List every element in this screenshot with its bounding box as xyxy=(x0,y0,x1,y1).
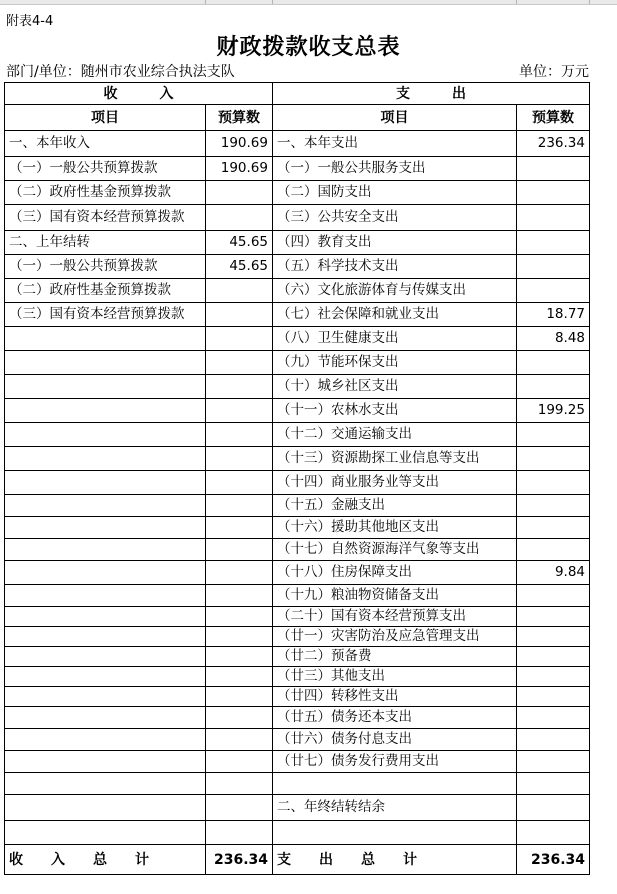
budget-table xyxy=(4,82,590,875)
expenditure-item-cell[interactable]: （二十）国有资本经营预算支出 xyxy=(273,607,517,627)
expenditure-budget-cell[interactable] xyxy=(517,795,590,821)
table-row xyxy=(5,561,590,585)
income-item-cell[interactable] xyxy=(5,751,206,773)
income-section-header[interactable]: 收 入 xyxy=(5,83,273,105)
income-budget-cell[interactable] xyxy=(206,627,273,647)
table-row xyxy=(5,471,590,495)
column-separator xyxy=(272,0,273,4)
expenditure-budget-cell[interactable] xyxy=(517,423,590,447)
income-item-cell[interactable]: （一）一般公共预算拨款 xyxy=(5,255,206,279)
table-row xyxy=(5,495,590,517)
income-item-cell[interactable] xyxy=(5,495,206,517)
expenditure-budget-cell[interactable] xyxy=(517,375,590,399)
table-row xyxy=(5,751,590,773)
department-label: 部门/单位：随州市农业综合执法支队 xyxy=(6,64,235,80)
income-item-cell[interactable] xyxy=(5,561,206,585)
income-item-cell[interactable] xyxy=(5,351,206,375)
expenditure-budget-cell[interactable] xyxy=(517,627,590,647)
table-row xyxy=(5,205,590,231)
income-budget-cell[interactable] xyxy=(206,495,273,517)
expenditure-item-cell[interactable]: （廿四）转移性支出 xyxy=(273,687,517,707)
income-item-cell[interactable]: 二、上年结转 xyxy=(5,231,206,255)
expenditure-budget-cell[interactable] xyxy=(517,351,590,375)
income-total-label[interactable]: 收 入 总 计 xyxy=(5,845,206,875)
expenditure-budget-cell[interactable] xyxy=(517,231,590,255)
expenditure-budget-header[interactable]: 预算数 xyxy=(517,105,590,131)
table-row xyxy=(5,585,590,607)
expenditure-item-cell[interactable]: （十四）商业服务业等支出 xyxy=(273,471,517,495)
income-item-cell[interactable]: （三）国有资本经营预算拨款 xyxy=(5,205,206,231)
income-budget-cell[interactable] xyxy=(206,795,273,821)
table-row xyxy=(5,687,590,707)
expenditure-budget-cell[interactable]: 236.34 xyxy=(517,131,590,157)
expenditure-budget-cell[interactable] xyxy=(517,667,590,687)
table-row xyxy=(5,773,590,795)
expenditure-budget-cell[interactable] xyxy=(517,471,590,495)
expenditure-item-cell[interactable]: （廿五）债务还本支出 xyxy=(273,707,517,729)
expenditure-item-cell[interactable]: （四）教育支出 xyxy=(273,231,517,255)
expenditure-budget-cell[interactable] xyxy=(517,607,590,627)
table-row xyxy=(5,399,590,423)
table-row xyxy=(5,375,590,399)
table-row xyxy=(5,181,590,205)
income-budget-cell[interactable] xyxy=(206,751,273,773)
expenditure-item-cell[interactable] xyxy=(273,773,517,795)
expenditure-item-cell[interactable]: （六）文化旅游体育与传媒支出 xyxy=(273,279,517,303)
expenditure-budget-cell[interactable] xyxy=(517,517,590,539)
income-budget-cell[interactable]: 190.69 xyxy=(206,157,273,181)
expenditure-item-cell[interactable]: （十三）资源勘探工业信息等支出 xyxy=(273,447,517,471)
income-item-cell[interactable] xyxy=(5,399,206,423)
income-item-cell[interactable] xyxy=(5,447,206,471)
income-item-cell[interactable] xyxy=(5,795,206,821)
income-item-cell[interactable] xyxy=(5,729,206,751)
expenditure-item-cell[interactable]: （十八）住房保障支出 xyxy=(273,561,517,585)
income-budget-header[interactable]: 预算数 xyxy=(206,105,273,131)
income-budget-cell[interactable] xyxy=(206,471,273,495)
unit-label: 单位：万元 xyxy=(519,64,589,80)
expenditure-budget-cell[interactable] xyxy=(517,773,590,795)
table-row xyxy=(5,351,590,375)
expenditure-item-cell[interactable]: （八）卫生健康支出 xyxy=(273,327,517,351)
expenditure-item-cell[interactable]: （十五）金融支出 xyxy=(273,495,517,517)
income-item-cell[interactable] xyxy=(5,327,206,351)
income-item-cell[interactable]: （一）一般公共预算拨款 xyxy=(5,157,206,181)
income-budget-cell[interactable] xyxy=(206,205,273,231)
income-item-cell[interactable] xyxy=(5,627,206,647)
expenditure-item-cell[interactable]: （廿三）其他支出 xyxy=(273,667,517,687)
expenditure-item-cell[interactable]: （廿一）灾害防治及应急管理支出 xyxy=(273,627,517,647)
table-row xyxy=(5,821,590,845)
income-budget-cell[interactable]: 45.65 xyxy=(206,255,273,279)
income-item-cell[interactable] xyxy=(5,687,206,707)
expenditure-budget-cell[interactable] xyxy=(517,447,590,471)
income-item-cell[interactable] xyxy=(5,773,206,795)
income-budget-cell[interactable] xyxy=(206,399,273,423)
expenditure-section-header[interactable]: 支 出 xyxy=(273,83,590,105)
table-row xyxy=(5,231,590,255)
income-budget-cell[interactable] xyxy=(206,607,273,627)
income-budget-cell[interactable] xyxy=(206,375,273,399)
expenditure-budget-cell[interactable]: 9.84 xyxy=(517,561,590,585)
expenditure-item-cell[interactable]: （十一）农林水支出 xyxy=(273,399,517,423)
table-row xyxy=(5,707,590,729)
income-item-cell[interactable] xyxy=(5,607,206,627)
income-budget-cell[interactable] xyxy=(206,687,273,707)
income-budget-cell[interactable] xyxy=(206,647,273,667)
expenditure-item-cell[interactable]: 一、本年支出 xyxy=(273,131,517,157)
income-budget-cell[interactable] xyxy=(206,821,273,845)
income-item-cell[interactable] xyxy=(5,707,206,729)
income-budget-cell[interactable] xyxy=(206,667,273,687)
expenditure-item-cell[interactable]: （七）社会保障和就业支出 xyxy=(273,303,517,327)
income-total-value[interactable]: 236.34 xyxy=(206,845,273,875)
income-budget-cell[interactable] xyxy=(206,181,273,205)
table-row xyxy=(5,255,590,279)
table-row xyxy=(5,279,590,303)
income-budget-cell[interactable] xyxy=(206,539,273,561)
expenditure-budget-cell[interactable] xyxy=(517,585,590,607)
income-item-cell[interactable] xyxy=(5,821,206,845)
total-row xyxy=(5,845,590,875)
table-row xyxy=(5,517,590,539)
expenditure-total-value[interactable]: 236.34 xyxy=(517,845,590,875)
income-budget-cell[interactable] xyxy=(206,351,273,375)
income-item-cell[interactable] xyxy=(5,539,206,561)
expenditure-total-label[interactable]: 支 出 总 计 xyxy=(273,845,517,875)
column-separator xyxy=(516,0,517,4)
expenditure-item-cell[interactable]: （廿七）债务发行费用支出 xyxy=(273,751,517,773)
spreadsheet-column-header-strip xyxy=(0,0,617,5)
expenditure-budget-cell[interactable] xyxy=(517,255,590,279)
income-item-cell[interactable] xyxy=(5,471,206,495)
expenditure-budget-cell[interactable] xyxy=(517,729,590,751)
income-budget-cell[interactable] xyxy=(206,561,273,585)
income-item-cell[interactable] xyxy=(5,423,206,447)
expenditure-item-cell[interactable]: （廿二）预备费 xyxy=(273,647,517,667)
income-budget-cell[interactable] xyxy=(206,773,273,795)
table-row xyxy=(5,729,590,751)
income-item-cell[interactable] xyxy=(5,667,206,687)
expenditure-item-cell[interactable]: （十九）粮油物资储备支出 xyxy=(273,585,517,607)
income-budget-cell[interactable] xyxy=(206,327,273,351)
expenditure-budget-cell[interactable] xyxy=(517,687,590,707)
income-item-cell[interactable]: （三）国有资本经营预算拨款 xyxy=(5,303,206,327)
expenditure-budget-cell[interactable] xyxy=(517,539,590,561)
income-item-cell[interactable] xyxy=(5,375,206,399)
expenditure-item-cell[interactable]: （廿六）债务付息支出 xyxy=(273,729,517,751)
table-row xyxy=(5,647,590,667)
income-item-cell[interactable] xyxy=(5,585,206,607)
expenditure-item-cell[interactable]: （九）节能环保支出 xyxy=(273,351,517,375)
column-separator xyxy=(589,0,590,4)
income-item-cell[interactable]: （二）政府性基金预算拨款 xyxy=(5,181,206,205)
column-separator xyxy=(205,0,206,4)
expenditure-item-cell[interactable]: （十七）自然资源海洋气象等支出 xyxy=(273,539,517,561)
table-row xyxy=(5,447,590,471)
table-row xyxy=(5,667,590,687)
sheet-title: 财政拨款收支总表 xyxy=(216,34,401,60)
income-item-cell[interactable] xyxy=(5,517,206,539)
income-budget-cell[interactable] xyxy=(206,423,273,447)
income-budget-cell[interactable] xyxy=(206,303,273,327)
income-budget-cell[interactable] xyxy=(206,279,273,303)
income-item-cell[interactable]: 一、本年收入 xyxy=(5,131,206,157)
income-budget-cell[interactable]: 190.69 xyxy=(206,131,273,157)
attachment-label: 附表4-4 xyxy=(6,14,54,29)
expenditure-item-cell[interactable]: （十）城乡社区支出 xyxy=(273,375,517,399)
table-row xyxy=(5,131,590,157)
table-row xyxy=(5,539,590,561)
table-row xyxy=(5,157,590,181)
expenditure-budget-cell[interactable] xyxy=(517,751,590,773)
expenditure-budget-cell[interactable] xyxy=(517,157,590,181)
expenditure-budget-cell[interactable] xyxy=(517,495,590,517)
column-header-row xyxy=(5,105,590,131)
expenditure-budget-cell[interactable]: 8.48 xyxy=(517,327,590,351)
expenditure-budget-cell[interactable] xyxy=(517,181,590,205)
expenditure-item-cell[interactable]: 二、年终结转结余 xyxy=(273,795,517,821)
table-row xyxy=(5,627,590,647)
expenditure-item-cell[interactable]: （二）国防支出 xyxy=(273,181,517,205)
income-item-header[interactable]: 项目 xyxy=(5,105,206,131)
expenditure-item-header[interactable]: 项目 xyxy=(273,105,517,131)
table-row xyxy=(5,795,590,821)
table-row xyxy=(5,327,590,351)
expenditure-item-cell[interactable]: （三）公共安全支出 xyxy=(273,205,517,231)
expenditure-budget-cell[interactable] xyxy=(517,707,590,729)
table-row xyxy=(5,423,590,447)
expenditure-budget-cell[interactable] xyxy=(517,821,590,845)
income-budget-cell[interactable] xyxy=(206,729,273,751)
income-budget-cell[interactable] xyxy=(206,707,273,729)
income-budget-cell[interactable] xyxy=(206,517,273,539)
expenditure-budget-cell[interactable] xyxy=(517,647,590,667)
expenditure-item-cell[interactable]: （十二）交通运输支出 xyxy=(273,423,517,447)
expenditure-item-cell[interactable]: （十六）援助其他地区支出 xyxy=(273,517,517,539)
expenditure-item-cell[interactable]: （一）一般公共服务支出 xyxy=(273,157,517,181)
expenditure-item-cell[interactable]: （五）科学技术支出 xyxy=(273,255,517,279)
expenditure-item-cell[interactable] xyxy=(273,821,517,845)
table-row xyxy=(5,303,590,327)
section-header-row xyxy=(5,83,590,105)
income-budget-cell[interactable]: 45.65 xyxy=(206,231,273,255)
income-item-cell[interactable]: （二）政府性基金预算拨款 xyxy=(5,279,206,303)
expenditure-budget-cell[interactable]: 199.25 xyxy=(517,399,590,423)
income-budget-cell[interactable] xyxy=(206,585,273,607)
income-item-cell[interactable] xyxy=(5,647,206,667)
table-row xyxy=(5,607,590,627)
income-budget-cell[interactable] xyxy=(206,447,273,471)
expenditure-budget-cell[interactable]: 18.77 xyxy=(517,303,590,327)
expenditure-budget-cell[interactable] xyxy=(517,205,590,231)
expenditure-budget-cell[interactable] xyxy=(517,279,590,303)
